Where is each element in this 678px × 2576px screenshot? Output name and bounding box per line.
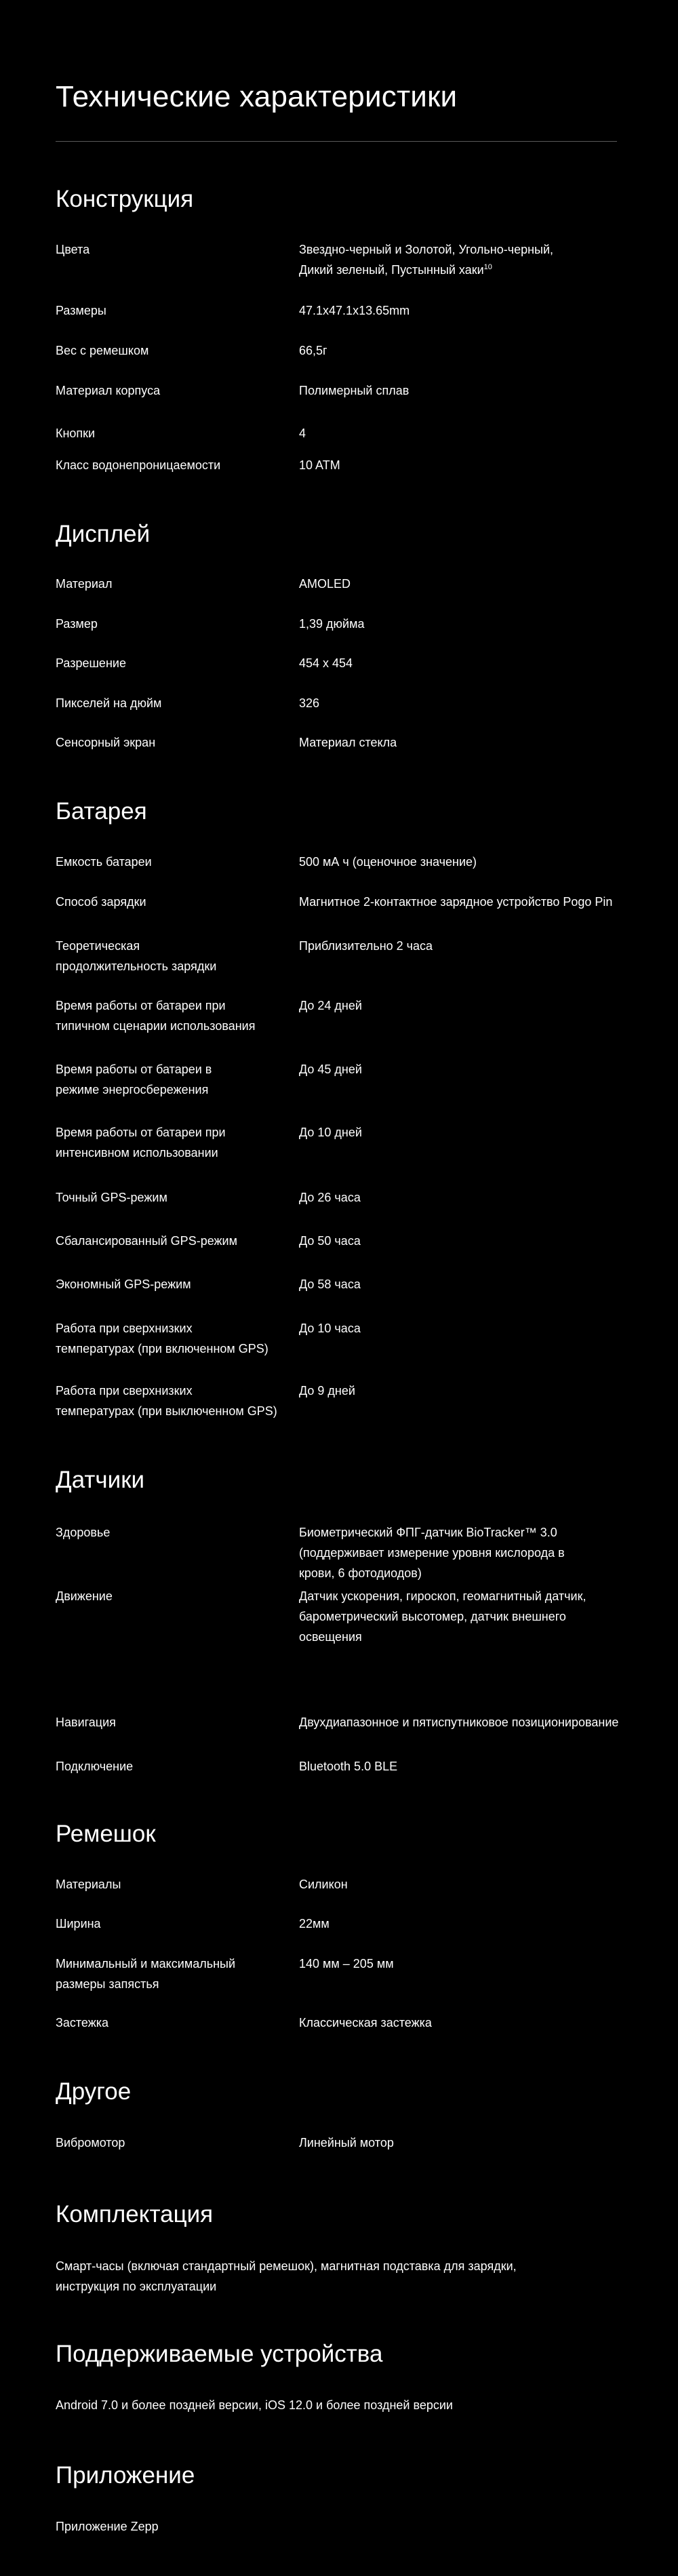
package-contents: Смарт-часы (включая стандартный ремешок), магнитная подставка для зарядки, инструкция по эксплуатации [56,2259,517,2293]
spec-value-gps-economy: До 58 часа [299,1277,361,1291]
spec-label-gps-accurate: Точный GPS-режим [56,1191,167,1204]
spec-label-resolution: Разрешение [56,656,126,670]
spec-value-strap-width: 22мм [299,1917,330,1930]
spec-value-cold-gps-on: До 10 часа [299,1322,361,1335]
spec-value-gps-accurate: До 26 часа [299,1191,361,1204]
app-name-text: Приложение Zepp [56,2520,159,2533]
spec-label-health: Здоровье [56,1526,111,1539]
spec-label-cold-gps-off: Работа при сверхнизких температурах (при выключенном GPS) [56,1384,277,1418]
spec-value-weight: 66,5г [299,344,327,357]
spec-label-connectivity: Подключение [56,1760,134,1773]
spec-label-power-saving: Время работы от батареи в режиме энергосбережения [56,1063,212,1096]
section-heading-sensors: Датчики [56,1467,145,1493]
spec-label-motion: Движение [56,1589,113,1603]
spec-label-display-size: Размер [56,617,98,631]
spec-label-display-material: Материал [56,577,113,591]
spec-label-touchscreen: Сенсорный экран [56,736,156,749]
spec-label-colors: Цвета [56,243,90,256]
spec-value-navigation: Двухдиапазонное и пятиспутниковое позиционирование [299,1716,619,1729]
spec-value-dimensions: 47.1x47.1x13.65mm [299,304,410,317]
spec-value-vibration: Линейный мотор [299,2136,394,2149]
section-heading-construction: Конструкция [56,186,194,212]
spec-label-charging-method: Способ зарядки [56,895,146,909]
section-heading-app: Приложение [56,2462,195,2489]
spec-label-case-material: Материал корпуса [56,384,161,397]
title-divider [56,141,617,142]
spec-value-case-material: Полимерный сплав [299,384,410,397]
spec-value-gps-balanced: До 50 часа [299,1234,361,1248]
spec-label-cold-gps-on: Работа при сверхнизких температурах (при включенном GPS) [56,1322,268,1355]
section-heading-devices: Поддерживаемые устройства [56,2341,383,2367]
spec-label-strap-width: Ширина [56,1917,101,1930]
section-heading-display: Дисплей [56,521,151,547]
spec-value-battery-capacity: 500 мА ч (оценочное значение) [299,855,477,869]
colors-footnote: 10 [483,263,492,271]
spec-value-strap-material: Силикон [299,1878,348,1891]
spec-label-dimensions: Размеры [56,304,106,317]
spec-label-water-resistance: Класс водонепроницаемости [56,458,221,472]
section-heading-package: Комплектация [56,2201,214,2227]
spec-label-heavy-usage: Время работы от батареи при интенсивном использовании [56,1126,226,1160]
spec-value-resolution: 454 x 454 [299,656,353,670]
spec-label-battery-capacity: Емкость батареи [56,855,152,869]
spec-value-heavy-usage: До 10 дней [299,1126,362,1139]
spec-label-vibration: Вибромотор [56,2136,125,2149]
spec-value-ppi: 326 [299,696,320,710]
spec-value-colors [299,239,652,280]
spec-value-display-size: 1,39 дюйма [299,617,365,631]
spec-value-cold-gps-off: До 9 дней [299,1384,355,1398]
spec-label-wrist-size: Минимальный и максимальный размеры запястья [56,1957,236,1991]
spec-value-charging-method: Магнитное 2-контактное зарядное устройство Pogo Pin [299,895,613,909]
spec-label-typical-usage: Время работы от батареи при типичном сценарии использования [56,999,256,1033]
spec-value-wrist-size: 140 мм – 205 мм [299,1957,394,1970]
spec-label-navigation: Навигация [56,1716,116,1729]
spec-value-buttons: 4 [299,427,306,440]
spec-value-charging-time: Приблизительно 2 часа [299,939,433,953]
spec-value-water-resistance: 10 ATM [299,458,340,472]
spec-label-gps-economy: Экономный GPS-режим [56,1277,191,1291]
spec-value-connectivity: Bluetooth 5.0 BLE [299,1760,398,1773]
spec-label-charging-time: Теоретическая продолжительность зарядки [56,939,217,973]
section-heading-other: Другое [56,2078,132,2105]
spec-value-typical-usage: До 24 дней [299,999,362,1012]
supported-devices-text: Android 7.0 и более поздней версии, iOS 12.0 и более поздней версии [56,2398,453,2412]
spec-value-motion: Датчик ускорения, гироскоп, геомагнитный датчик, барометрический высотомер, датчик внешнего освещения [299,1589,586,1644]
page-title: Технические характеристики [56,80,458,113]
spec-value-power-saving: До 45 дней [299,1063,362,1076]
spec-label-weight: Вес с ремешком [56,344,149,357]
section-heading-strap: Ремешок [56,1821,156,1847]
section-heading-battery: Батарея [56,798,147,825]
spec-label-clasp: Застежка [56,2016,109,2029]
spec-value-health: Биометрический ФПГ-датчик BioTracker™ 3.0 (поддерживает измерение уровня кислорода в крови, 6 фотодиодов) [299,1526,565,1580]
spec-label-gps-balanced: Сбалансированный GPS-режим [56,1234,237,1248]
spec-label-buttons: Кнопки [56,427,96,440]
spec-value-clasp: Классическая застежка [299,2016,432,2029]
spec-label-strap-material: Материалы [56,1878,121,1891]
spec-value-colors-text: Звездно-черный и Золотой, Угольно-черный, Дикий зеленый, Пустынный хаки [299,243,554,277]
spec-label-ppi: Пикселей на дюйм [56,696,162,710]
spec-value-touchscreen: Материал стекла [299,736,397,749]
spec-value-display-material: AMOLED [299,577,351,591]
